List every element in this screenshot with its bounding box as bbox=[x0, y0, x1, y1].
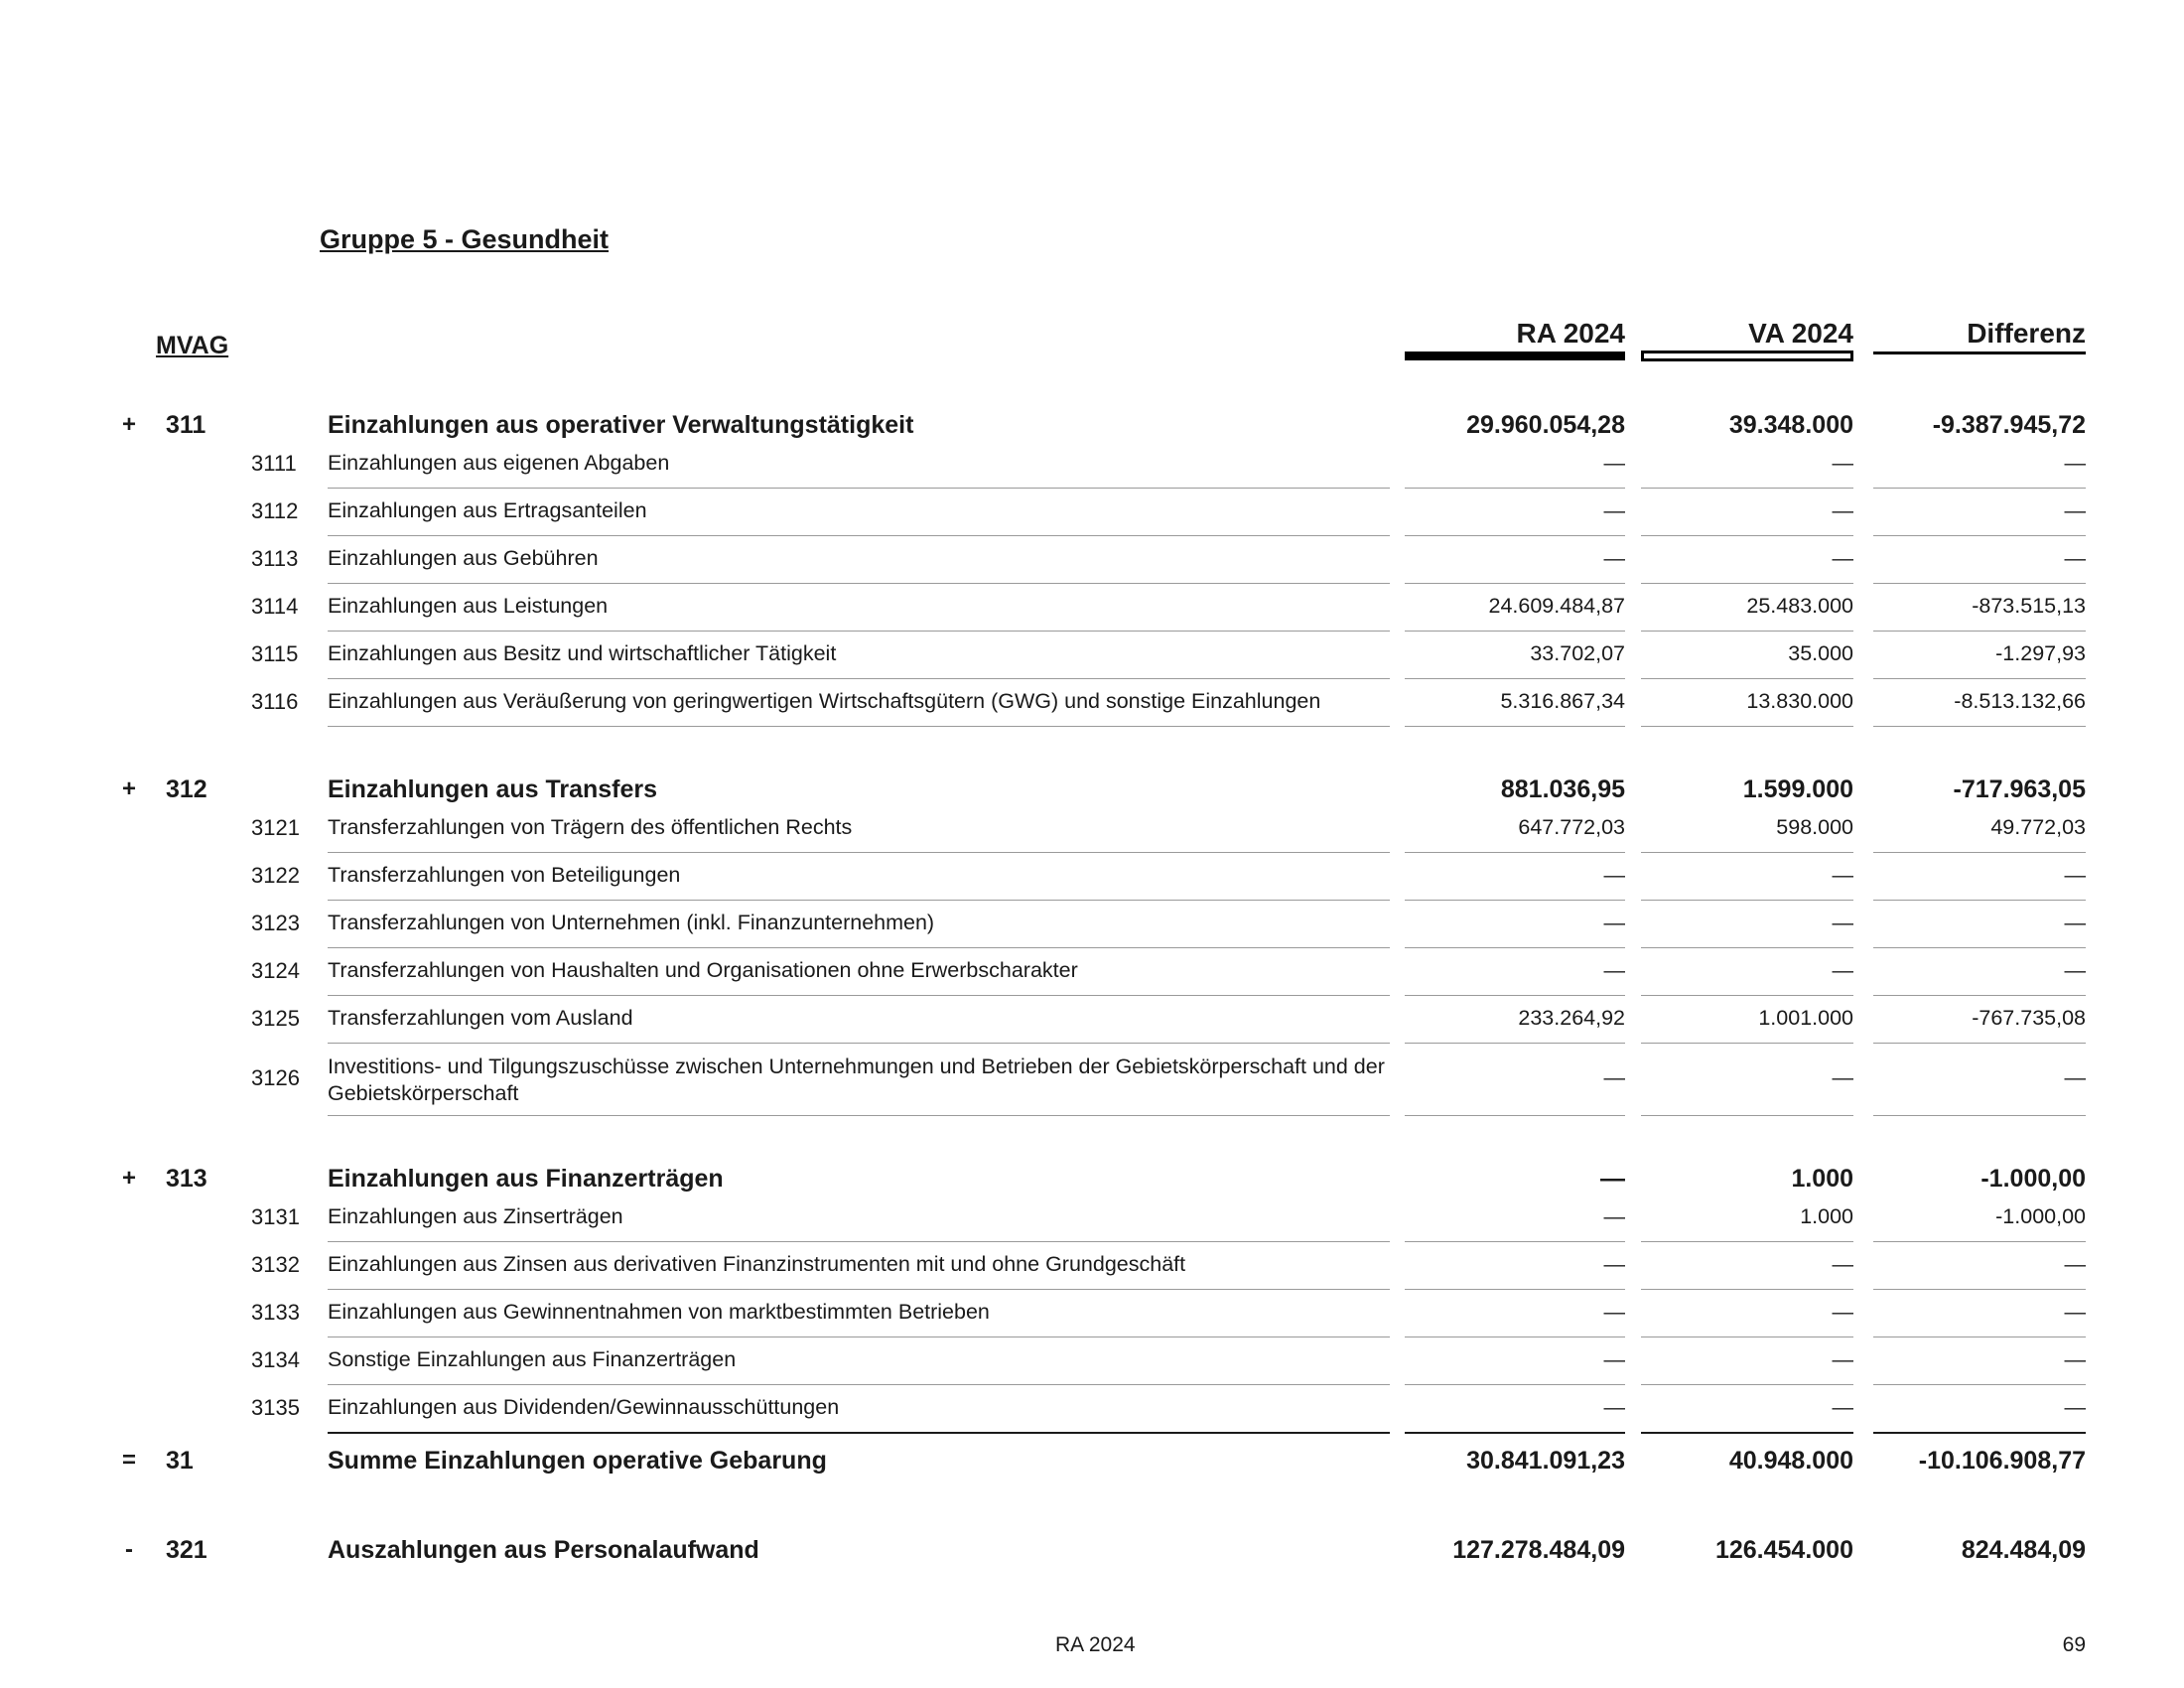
row-divider bbox=[1405, 1289, 1625, 1290]
item-diff-value: -1.297,93 bbox=[1995, 641, 2086, 665]
item-label: Einzahlungen aus Gebühren bbox=[328, 546, 599, 570]
item-va-value: 1.000 bbox=[1800, 1204, 1853, 1228]
footer-title: RA 2024 bbox=[1055, 1633, 1136, 1656]
row-diff-value: 824.484,09 bbox=[1961, 1536, 2086, 1564]
item-va-value: — bbox=[1832, 1065, 1853, 1089]
item-diff-value: — bbox=[2064, 958, 2086, 982]
item-va-value: — bbox=[1832, 1347, 1853, 1371]
row-divider bbox=[328, 1384, 1390, 1385]
row-divider bbox=[1641, 535, 1853, 536]
item-ra-value: — bbox=[1603, 498, 1625, 522]
row-divider bbox=[1641, 1336, 1853, 1337]
row-divider bbox=[1641, 852, 1853, 853]
item-diff-value: -767.735,08 bbox=[1972, 1006, 2086, 1030]
item-ra-value: — bbox=[1603, 1395, 1625, 1419]
row-diff-value: -9.387.945,72 bbox=[1932, 411, 2086, 439]
item-va-value: — bbox=[1832, 958, 1853, 982]
row-divider bbox=[328, 995, 1390, 996]
row-divider bbox=[1641, 583, 1853, 584]
row-divider bbox=[1873, 535, 2086, 536]
mvag-header: MVAG bbox=[156, 332, 229, 359]
row-divider bbox=[328, 1043, 1390, 1044]
item-va-value: 1.001.000 bbox=[1758, 1006, 1853, 1030]
row-divider bbox=[1405, 1384, 1625, 1385]
item-va-value: — bbox=[1832, 498, 1853, 522]
row-divider bbox=[1641, 900, 1853, 901]
item-diff-value: — bbox=[2064, 546, 2086, 570]
column-rule-differenz bbox=[1873, 352, 2086, 354]
item-va-value: — bbox=[1832, 863, 1853, 887]
item-label: Einzahlungen aus Zinserträgen bbox=[328, 1204, 623, 1228]
row-divider bbox=[328, 1241, 1390, 1242]
item-label: Einzahlungen aus Veräußerung von geringwertigen Wirtschaftsgütern (GWG) und sonstige Einzahlungen bbox=[328, 689, 1321, 713]
column-rule-va bbox=[1641, 351, 1853, 361]
row-divider bbox=[1873, 1115, 2086, 1116]
row-divider bbox=[1641, 1115, 1853, 1116]
row-divider bbox=[328, 678, 1390, 679]
row-diff-value: -717.963,05 bbox=[1953, 775, 2086, 803]
row-diff-value: -1.000,00 bbox=[1980, 1165, 2086, 1193]
row-divider bbox=[1873, 583, 2086, 584]
row-divider bbox=[1873, 1241, 2086, 1242]
item-diff-value: — bbox=[2064, 1347, 2086, 1371]
item-va-value: — bbox=[1832, 1395, 1853, 1419]
row-divider bbox=[1405, 726, 1625, 727]
item-diff-value: -873.515,13 bbox=[1972, 594, 2086, 618]
item-ra-value: — bbox=[1603, 911, 1625, 934]
row-va-value: 40.948.000 bbox=[1728, 1447, 1853, 1475]
row-divider bbox=[1873, 631, 2086, 632]
item-label: Einzahlungen aus Dividenden/Gewinnausschüttungen bbox=[328, 1395, 840, 1419]
row-ra-value: 29.960.054,28 bbox=[1466, 411, 1625, 439]
item-label: Einzahlungen aus Gewinnentnahmen von marktbestimmten Betrieben bbox=[328, 1300, 990, 1324]
item-label: Einzahlungen aus Ertragsanteilen bbox=[328, 498, 647, 522]
item-diff-value: — bbox=[2064, 1395, 2086, 1419]
row-va-value: 1.599.000 bbox=[1742, 775, 1853, 803]
item-ra-value: 5.316.867,34 bbox=[1500, 689, 1625, 713]
row-divider bbox=[328, 1115, 1390, 1116]
item-diff-value: — bbox=[2064, 451, 2086, 475]
row-divider bbox=[1641, 1289, 1853, 1290]
item-diff-value: — bbox=[2064, 863, 2086, 887]
row-divider bbox=[1405, 995, 1625, 996]
row-va-value: 126.454.000 bbox=[1714, 1536, 1853, 1564]
row-divider bbox=[1641, 631, 1853, 632]
row-divider bbox=[1641, 947, 1853, 948]
row-sign: + bbox=[121, 1165, 136, 1192]
row-divider bbox=[1873, 488, 2086, 489]
item-ra-value: — bbox=[1603, 1204, 1625, 1228]
row-divider bbox=[1873, 1384, 2086, 1385]
item-label: Transferzahlungen vom Ausland bbox=[328, 1006, 633, 1030]
row-divider bbox=[328, 1289, 1390, 1290]
item-va-value: — bbox=[1832, 1252, 1853, 1276]
page-number: 69 bbox=[2062, 1633, 2086, 1656]
total-divider bbox=[1873, 1432, 2086, 1434]
column-header-ra: RA 2024 bbox=[1516, 318, 1625, 349]
row-divider bbox=[1873, 995, 2086, 996]
column-rule-ra bbox=[1405, 352, 1625, 360]
item-diff-value: -1.000,00 bbox=[1995, 1204, 2086, 1228]
item-va-value: 13.830.000 bbox=[1746, 689, 1853, 713]
row-divider bbox=[328, 631, 1390, 632]
item-va-value: — bbox=[1832, 451, 1853, 475]
item-diff-value: -8.513.132,66 bbox=[1954, 689, 2086, 713]
total-divider bbox=[328, 1432, 1390, 1434]
item-va-value: 25.483.000 bbox=[1746, 594, 1853, 618]
item-code: 3112 bbox=[251, 498, 299, 523]
item-ra-value: 647.772,03 bbox=[1518, 815, 1625, 839]
row-divider bbox=[1405, 678, 1625, 679]
row-divider bbox=[1641, 1384, 1853, 1385]
item-code: 3111 bbox=[251, 451, 297, 476]
item-code: 3124 bbox=[251, 958, 300, 983]
row-divider bbox=[1873, 1043, 2086, 1044]
item-ra-value: — bbox=[1603, 451, 1625, 475]
row-divider bbox=[1405, 488, 1625, 489]
row-divider bbox=[328, 900, 1390, 901]
row-divider bbox=[1405, 535, 1625, 536]
item-code: 3126 bbox=[251, 1065, 300, 1090]
item-code: 3125 bbox=[251, 1006, 300, 1031]
row-label: Summe Einzahlungen operative Gebarung bbox=[328, 1447, 827, 1475]
item-diff-value: — bbox=[2064, 1300, 2086, 1324]
item-label: Einzahlungen aus eigenen Abgaben bbox=[328, 451, 670, 475]
row-divider bbox=[1405, 1241, 1625, 1242]
row-divider bbox=[1873, 1289, 2086, 1290]
row-divider bbox=[1641, 1241, 1853, 1242]
item-code: 3134 bbox=[251, 1347, 300, 1372]
item-va-value: — bbox=[1832, 911, 1853, 934]
item-code: 3114 bbox=[251, 594, 299, 619]
item-va-value: 598.000 bbox=[1776, 815, 1853, 839]
item-diff-value: — bbox=[2064, 911, 2086, 934]
row-code: 321 bbox=[166, 1536, 207, 1564]
row-sign: + bbox=[121, 411, 136, 438]
item-code: 3115 bbox=[251, 641, 299, 666]
row-ra-value: 30.841.091,23 bbox=[1466, 1447, 1625, 1475]
item-ra-value: 33.702,07 bbox=[1530, 641, 1625, 665]
row-divider bbox=[1405, 1115, 1625, 1116]
column-header-va: VA 2024 bbox=[1748, 318, 1853, 349]
item-ra-value: — bbox=[1603, 1252, 1625, 1276]
item-label: Transferzahlungen von Beteiligungen bbox=[328, 863, 681, 887]
item-va-value: 35.000 bbox=[1788, 641, 1853, 665]
row-divider bbox=[1405, 900, 1625, 901]
item-ra-value: — bbox=[1603, 546, 1625, 570]
row-divider bbox=[1405, 947, 1625, 948]
row-divider bbox=[1405, 1336, 1625, 1337]
row-divider bbox=[1641, 488, 1853, 489]
row-sign: - bbox=[125, 1536, 133, 1563]
row-divider bbox=[328, 1336, 1390, 1337]
item-ra-value: — bbox=[1603, 1065, 1625, 1089]
row-code: 313 bbox=[166, 1165, 207, 1193]
item-code: 3135 bbox=[251, 1395, 300, 1420]
row-ra-value: 127.278.484,09 bbox=[1452, 1536, 1625, 1564]
item-label: Einzahlungen aus Zinsen aus derivativen Finanzinstrumenten mit und ohne Grundgeschäft bbox=[328, 1252, 1186, 1276]
item-code: 3132 bbox=[251, 1252, 300, 1277]
row-divider bbox=[1641, 1043, 1853, 1044]
row-divider bbox=[328, 488, 1390, 489]
item-code: 3116 bbox=[251, 689, 299, 714]
item-diff-value: 49.772,03 bbox=[1990, 815, 2086, 839]
row-divider bbox=[1641, 995, 1853, 996]
row-va-value: 1.000 bbox=[1791, 1165, 1853, 1193]
item-code: 3113 bbox=[251, 546, 299, 571]
total-divider bbox=[1405, 1432, 1625, 1434]
row-diff-value: -10.106.908,77 bbox=[1918, 1447, 2086, 1475]
item-diff-value: — bbox=[2064, 1065, 2086, 1089]
row-ra-value: 881.036,95 bbox=[1500, 775, 1625, 803]
row-label: Einzahlungen aus Finanzerträgen bbox=[328, 1165, 724, 1193]
row-divider bbox=[1405, 631, 1625, 632]
row-divider bbox=[1641, 678, 1853, 679]
row-divider bbox=[1405, 583, 1625, 584]
item-diff-value: — bbox=[2064, 1252, 2086, 1276]
row-divider bbox=[328, 535, 1390, 536]
item-ra-value: — bbox=[1603, 1300, 1625, 1324]
row-va-value: 39.348.000 bbox=[1728, 411, 1853, 439]
row-divider bbox=[328, 852, 1390, 853]
row-label: Einzahlungen aus operativer Verwaltungstätigkeit bbox=[328, 411, 914, 439]
item-va-value: — bbox=[1832, 546, 1853, 570]
item-ra-value: — bbox=[1603, 958, 1625, 982]
item-va-value: — bbox=[1832, 1300, 1853, 1324]
item-code: 3122 bbox=[251, 863, 300, 888]
item-ra-value: — bbox=[1603, 863, 1625, 887]
row-divider bbox=[1873, 900, 2086, 901]
row-divider bbox=[1405, 852, 1625, 853]
item-label: Investitions- und Tilgungszuschüsse zwischen Unternehmungen und Betrieben der Gebietskörperschaft und der Gebietskörperschaft bbox=[328, 1055, 1385, 1105]
item-code: 3123 bbox=[251, 911, 300, 935]
item-ra-value: 233.264,92 bbox=[1518, 1006, 1625, 1030]
row-ra-value: — bbox=[1600, 1165, 1625, 1193]
row-label: Einzahlungen aus Transfers bbox=[328, 775, 658, 803]
item-code: 3121 bbox=[251, 815, 300, 840]
item-label: Transferzahlungen von Haushalten und Organisationen ohne Erwerbscharakter bbox=[328, 958, 1078, 982]
item-label: Sonstige Einzahlungen aus Finanzerträgen bbox=[328, 1347, 737, 1371]
row-divider bbox=[328, 947, 1390, 948]
row-divider bbox=[1873, 1336, 2086, 1337]
item-ra-value: — bbox=[1603, 1347, 1625, 1371]
row-code: 31 bbox=[166, 1447, 194, 1475]
row-divider bbox=[1873, 678, 2086, 679]
item-label: Transferzahlungen von Trägern des öffentlichen Rechts bbox=[328, 815, 853, 839]
item-label: Einzahlungen aus Leistungen bbox=[328, 594, 609, 618]
column-header-differenz: Differenz bbox=[1967, 318, 2086, 349]
item-diff-value: — bbox=[2064, 498, 2086, 522]
item-code: 3133 bbox=[251, 1300, 300, 1325]
row-divider bbox=[1641, 726, 1853, 727]
item-label: Einzahlungen aus Besitz und wirtschaftlicher Tätigkeit bbox=[328, 641, 837, 665]
item-label: Transferzahlungen von Unternehmen (inkl. Finanzunternehmen) bbox=[328, 911, 935, 934]
row-divider bbox=[1873, 852, 2086, 853]
row-divider bbox=[1873, 726, 2086, 727]
row-sign: = bbox=[121, 1447, 136, 1474]
item-ra-value: 24.609.484,87 bbox=[1488, 594, 1625, 618]
row-code: 311 bbox=[166, 411, 206, 439]
row-sign: + bbox=[121, 775, 136, 802]
total-divider bbox=[1641, 1432, 1853, 1434]
row-code: 312 bbox=[166, 775, 207, 803]
group-title: Gruppe 5 - Gesundheit bbox=[320, 224, 610, 254]
row-label: Auszahlungen aus Personalaufwand bbox=[328, 1536, 759, 1564]
row-divider bbox=[1873, 947, 2086, 948]
row-divider bbox=[328, 726, 1390, 727]
item-code: 3131 bbox=[251, 1204, 300, 1229]
row-divider bbox=[1405, 1043, 1625, 1044]
row-divider bbox=[328, 583, 1390, 584]
